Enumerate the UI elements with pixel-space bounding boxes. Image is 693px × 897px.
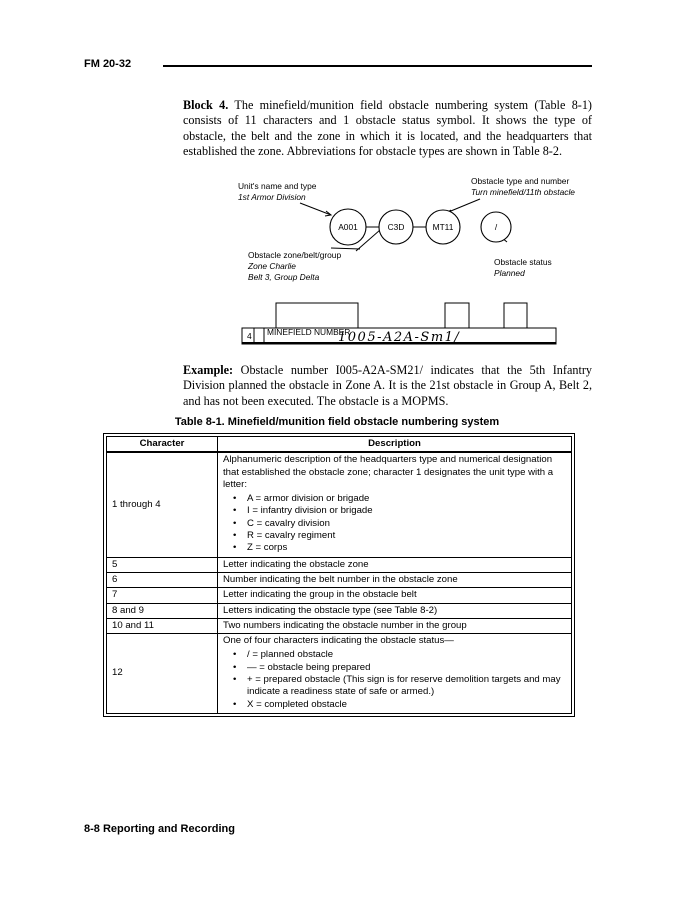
form-box-number: 4 bbox=[247, 331, 252, 341]
table-header-row bbox=[107, 437, 572, 453]
table-title: Table 8-1. Minefield/munition field obstacle numbering system bbox=[174, 416, 500, 428]
cell-description: Number indicating the belt number in the obstacle zone bbox=[218, 572, 572, 587]
table-row bbox=[107, 634, 572, 714]
status-list bbox=[223, 649, 566, 710]
form-field-label: MINEFIELD NUMBER bbox=[267, 327, 351, 337]
cell-description: Letter indicating the obstacle zone bbox=[218, 557, 572, 572]
list-item: • A = armor division or brigade bbox=[223, 493, 566, 505]
example-label: Example: bbox=[183, 363, 234, 377]
circle-unit-text: A001 bbox=[338, 222, 358, 232]
block4-paragraph bbox=[183, 98, 592, 160]
list-item: • I = infantry division or brigade bbox=[223, 505, 566, 517]
cell-description: Letter indicating the group in the obstacle belt bbox=[218, 588, 572, 603]
list-item: • R = cavalry regiment bbox=[223, 530, 566, 542]
cell-character: 10 and 11 bbox=[107, 618, 218, 633]
type-label: Obstacle type and number bbox=[471, 176, 570, 186]
list-item: • C = cavalry division bbox=[223, 518, 566, 530]
numbering-table bbox=[106, 436, 572, 714]
status-label: Obstacle status bbox=[494, 257, 552, 267]
obstacle-number-diagram bbox=[230, 175, 590, 350]
list-item: • X = completed obstacle bbox=[223, 699, 566, 711]
cell-character: 5 bbox=[107, 557, 218, 572]
block4-text: The minefield/munition field obstacle numbering system (Table 8-1) consists of 11 characters and 1 obstacle status symbol. It shows the type of obstacle, the belt and the zone in which it is located, and the headquarters that established the zone. Abbreviations for obstacle types are shown in Table 8-2. bbox=[183, 98, 592, 159]
page-footer: 8-8 Reporting and Recording bbox=[84, 823, 235, 835]
circle-status-text: / bbox=[494, 222, 498, 232]
zone-value-1: Zone Charlie bbox=[248, 261, 296, 271]
table-row bbox=[107, 618, 572, 633]
circle-zone-text: C3D bbox=[387, 222, 405, 232]
zone-label: Obstacle zone/belt/group bbox=[248, 250, 342, 260]
block4-label: Block 4. bbox=[183, 98, 229, 112]
status-value: Planned bbox=[494, 268, 525, 278]
cell-character: 6 bbox=[107, 572, 218, 587]
table-row bbox=[107, 452, 572, 557]
unit-type-list bbox=[223, 493, 566, 554]
cell-character: 8 and 9 bbox=[107, 603, 218, 618]
form-handwritten-number: 1005-A2A-Sm1/ bbox=[338, 330, 461, 345]
cell-description: Two numbers indicating the obstacle number in the group bbox=[218, 618, 572, 633]
unit-value: 1st Armor Division bbox=[238, 192, 306, 202]
example-paragraph bbox=[183, 363, 592, 409]
header-character: Character bbox=[107, 437, 218, 453]
list-item: • — = obstacle being prepared bbox=[223, 662, 566, 674]
table-row bbox=[107, 572, 572, 587]
circle-type-text: MT11 bbox=[432, 222, 454, 232]
cell-character: 7 bbox=[107, 588, 218, 603]
table-row bbox=[107, 588, 572, 603]
cell-description: Letters indicating the obstacle type (see Table 8-2) bbox=[218, 603, 572, 618]
cell-character: 12 bbox=[107, 634, 218, 714]
table-row bbox=[107, 603, 572, 618]
cell-description bbox=[218, 452, 572, 557]
list-item: • / = planned obstacle bbox=[223, 649, 566, 661]
list-item: • + = prepared obstacle (This sign is for reserve demolition targets and may indicate a readiness state of safe or armed.) bbox=[223, 674, 566, 699]
unit-label: Unit's name and type bbox=[238, 181, 317, 191]
cell-description bbox=[218, 634, 572, 714]
zone-value-2: Belt 3, Group Delta bbox=[248, 272, 320, 282]
cell-character: 1 through 4 bbox=[107, 452, 218, 557]
header-rule bbox=[163, 65, 592, 67]
description-text: One of four characters indicating the obstacle status— bbox=[223, 635, 454, 647]
example-text: Obstacle number I005-A2A-SM21/ indicates that the 5th Infantry Division planned the obstacle in Zone A. It is the 21st obstacle in Group A, Belt 2, and has not been executed. The obstacle is a MOPMS. bbox=[183, 363, 592, 408]
header-description: Description bbox=[218, 437, 572, 453]
type-value: Turn minefield/11th obstacle bbox=[471, 187, 575, 197]
document-id: FM 20-32 bbox=[84, 58, 132, 70]
list-item: • Z = corps bbox=[223, 542, 566, 554]
description-text: Alphanumeric description of the headquarters type and numerical designation that established the obstacle zone; character 1 designates the unit type with a letter: bbox=[223, 454, 554, 490]
numbering-table-frame bbox=[103, 433, 575, 717]
table-row bbox=[107, 557, 572, 572]
